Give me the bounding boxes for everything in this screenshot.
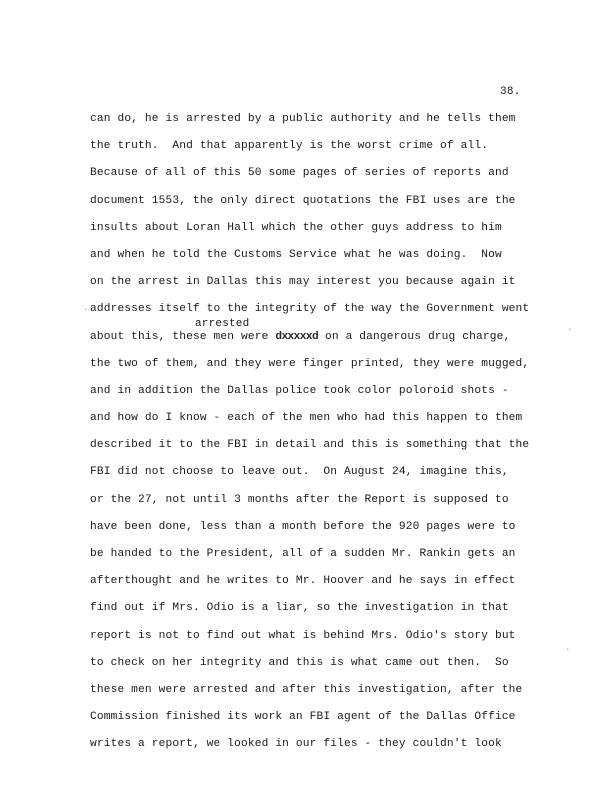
text-line: document 1553, the only direct quotations the FBI uses are the bbox=[90, 194, 516, 207]
text-line: report is not to find out what is behind Mrs. Odio's story but bbox=[90, 629, 516, 642]
text-line: Commission finished its work an FBI agent of the Dallas Office bbox=[90, 711, 516, 724]
text-line: the truth. And that apparently is the worst crime of all. bbox=[90, 140, 489, 153]
text-line: insults about Loran Hall which the other guys address to him bbox=[90, 221, 502, 234]
line-end: on a dangerous drug charge, bbox=[318, 330, 511, 343]
body-text bbox=[90, 110, 560, 763]
text-line: find out if Mrs. Odio is a liar, so the investigation in that bbox=[90, 602, 509, 615]
scan-speck: · bbox=[83, 305, 89, 315]
text-line: can do, he is arrested by a public authority and he tells them bbox=[90, 113, 516, 125]
struck-out-word: dxxxxxd bbox=[275, 330, 319, 343]
text-line: be handed to the President, all of a sudden Mr. Rankin gets an bbox=[90, 548, 516, 560]
scan-speck: · bbox=[565, 645, 571, 655]
text-line: Because of all of this 50 some pages of series of reports and bbox=[90, 167, 509, 180]
text-line: and how do I know - each of the men who had this happen to them bbox=[90, 412, 523, 425]
text-line: or the 27, not until 3 months after the Report is supposed to bbox=[90, 493, 509, 506]
text-line: these men were arrested and after this investigation, after the bbox=[90, 683, 523, 696]
text-line: FBI did not choose to leave out. On August 24, imagine this, bbox=[90, 466, 509, 479]
text-line: have been done, less than a month before the 920 pages were to bbox=[90, 520, 516, 533]
interlinear-insertion: arrested bbox=[195, 318, 250, 330]
text-line: described it to the FBI in detail and this is something that the bbox=[90, 439, 530, 452]
page-number: 38. bbox=[500, 86, 521, 98]
text-line: the two of them, and they were finger printed, they were mugged, bbox=[90, 357, 530, 370]
text-line: afterthought and he writes to Mr. Hoover and he says in effect bbox=[90, 575, 516, 588]
text-line: writes a report, we looked in our files - they couldn't look bbox=[90, 738, 502, 751]
text-line-with-correction bbox=[90, 328, 560, 355]
text-line: and in addition the Dallas police took color poloroid shots - bbox=[90, 384, 509, 397]
text-line: on the arrest in Dallas this may interest you because again it bbox=[90, 276, 516, 289]
scan-speck: · bbox=[567, 325, 573, 335]
line-start: about this, these men were bbox=[90, 330, 276, 343]
text-line: addresses itself to the integrity of the way the Government went bbox=[90, 303, 530, 316]
text-line: and when he told the Customs Service what he was doing. Now bbox=[90, 248, 502, 261]
text-line: to check on her integrity and this is what came out then. So bbox=[90, 656, 509, 669]
